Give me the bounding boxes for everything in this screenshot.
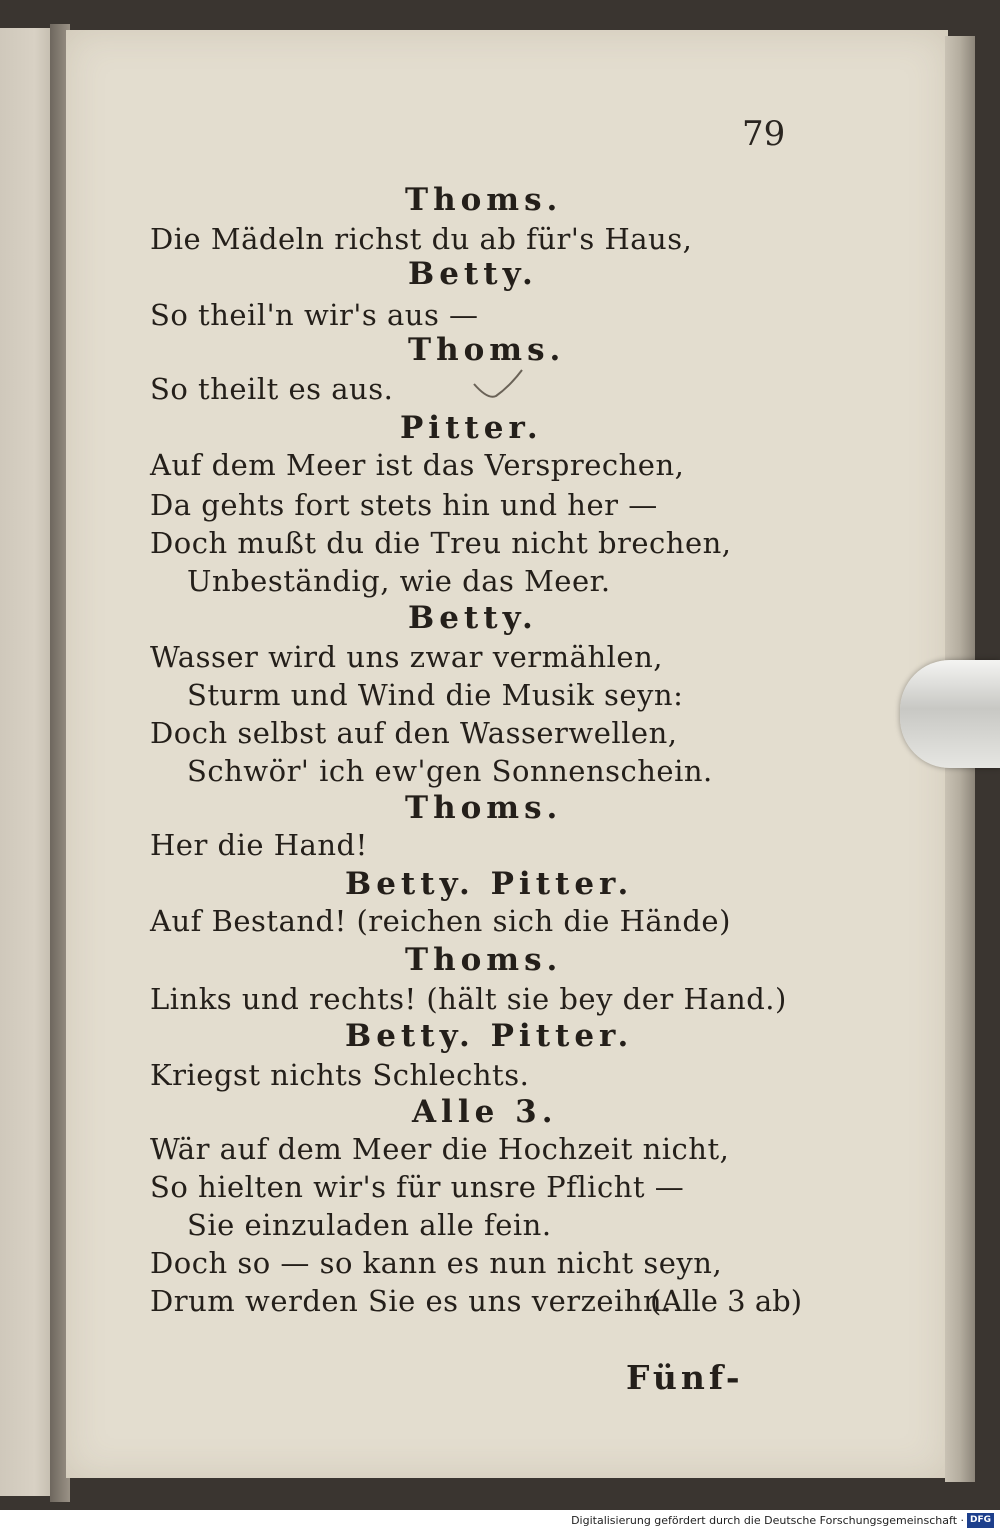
verse-line: Auf dem Meer ist das Versprechen, [150,448,685,482]
verse-line: Doch mußt du die Treu nicht brechen, [150,526,732,560]
speaker-heading: Betty. [408,600,538,636]
verse-line: Doch so — so kann es nun nicht seyn, [150,1246,723,1280]
verse-line: So theil'n wir's aus — [150,298,479,332]
verse-line: Sturm und Wind die Musik seyn: [187,678,684,712]
page-number: 79 [742,114,786,154]
verse-line: So hielten wir's für unsre Pflicht — [150,1170,685,1204]
speaker-heading: Betty. Pitter. [345,866,634,902]
verse-line: Da gehts fort stets hin und her — [150,488,658,522]
speaker-heading: Pitter. [400,410,543,446]
verse-line: Schwör' ich ew'gen Sonnenschein. [187,754,713,788]
speaker-heading: Betty. [408,256,538,292]
verse-line: Sie einzuladen alle fein. [187,1208,552,1242]
verse-line: Her die Hand! [150,828,368,862]
verse-line: Wär auf dem Meer die Hochzeit nicht, [150,1132,730,1166]
verse-line: Die Mädeln richst du ab für's Haus, [150,222,693,256]
verse-line: So theilt es aus. [150,372,394,406]
page-clip [900,660,1000,768]
speaker-heading: Thoms. [405,182,563,218]
stage-direction: (Alle 3 ab) [650,1284,803,1318]
speaker-heading: Betty. Pitter. [345,1018,634,1054]
speaker-heading: Alle 3. [412,1094,558,1130]
verse-line: Auf Bestand! (reichen sich die Hände) [150,904,731,938]
verse-line: Unbeständig, wie das Meer. [187,564,611,598]
verse-line: Wasser wird uns zwar vermählen, [150,640,663,674]
verse-line: Doch selbst auf den Wasserwellen, [150,716,678,750]
verse-line: Kriegst nichts Schlechts. [150,1058,530,1092]
verse-line: Drum werden Sie es uns verzeihn. [150,1284,672,1318]
verse-line: Links und rechts! (hält sie bey der Hand.) [150,982,787,1016]
catchword: Fünf- [626,1358,744,1397]
pencil-check-mark [470,366,530,406]
dfg-logo-icon: DFG [967,1513,994,1528]
speaker-heading: Thoms. [405,790,563,826]
speaker-heading: Thoms. [408,332,566,368]
speaker-heading: Thoms. [405,942,563,978]
footer-credit: Digitalisierung gefördert durch die Deutsche Forschungsgemeinschaft · [571,1514,964,1527]
